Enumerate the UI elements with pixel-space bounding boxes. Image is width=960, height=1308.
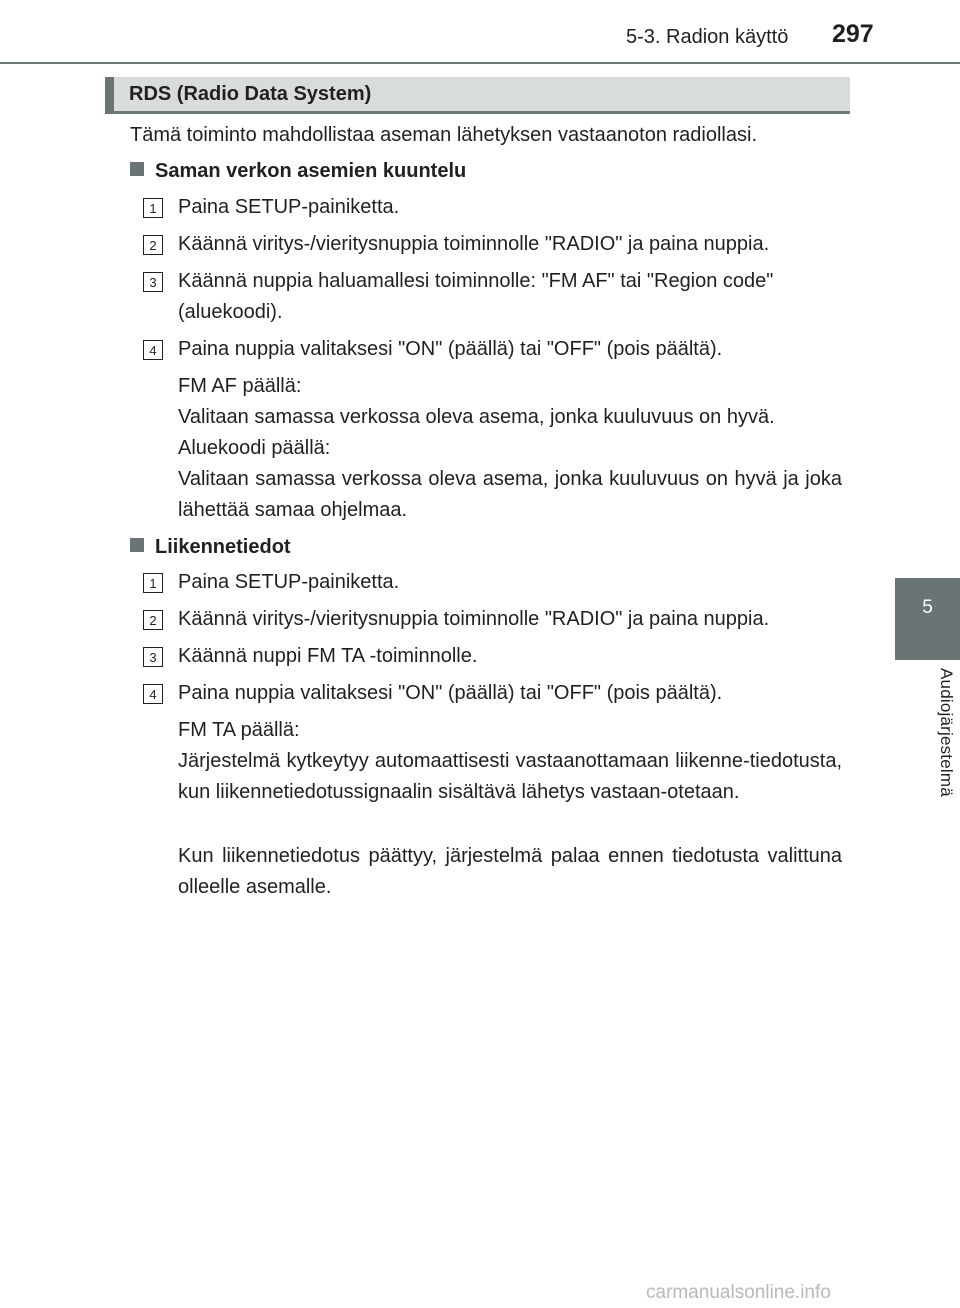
- note-fm-ta: [178, 715, 842, 808]
- intro-text: Tämä toiminto mahdollistaa aseman lähetyksen vastaanoton radiollasi.: [130, 124, 758, 146]
- step-text: Käännä nuppia haluamallesi toiminnolle: "FM AF" tai "Region code" (aluekoodi).: [178, 270, 774, 323]
- subheading-traffic-info: [130, 536, 291, 559]
- step-number: 2: [143, 610, 163, 630]
- note-body: Valitaan samassa verkossa oleva asema, jonka kuuluvuus on hyvä.: [178, 406, 775, 428]
- header-divider: [0, 62, 960, 64]
- step-number: 1: [143, 573, 163, 593]
- step-text: Paina SETUP-painiketta.: [178, 571, 400, 593]
- square-bullet-icon: [130, 538, 144, 552]
- header-section-title: 5-3. Radion käyttö: [626, 26, 789, 48]
- note-fm-af: [178, 371, 842, 433]
- subheading-same-network: [130, 160, 466, 183]
- step-number: 2: [143, 235, 163, 255]
- step-text: Käännä viritys-/vieritysnuppia toiminnolle "RADIO" ja paina nuppia.: [178, 608, 770, 630]
- note-region-code: [178, 433, 842, 526]
- note-title: FM TA päällä:: [178, 719, 300, 741]
- note-title: FM AF päällä:: [178, 375, 302, 397]
- step-number: 4: [143, 684, 163, 704]
- note-title: Aluekoodi päällä:: [178, 437, 331, 459]
- step-number: 4: [143, 340, 163, 360]
- step-text: Käännä nuppi FM TA -toiminnolle.: [178, 645, 478, 667]
- note-body: Kun liikennetiedotus päättyy, järjestelmä palaa ennen tiedotusta valittuna olleelle asemalle.: [178, 845, 842, 898]
- section-heading-accent: [105, 77, 114, 114]
- section-title: RDS (Radio Data System): [129, 83, 372, 105]
- chapter-tab: 5: [895, 578, 960, 660]
- step-number: 3: [143, 272, 163, 292]
- subheading-text: Saman verkon asemien kuuntelu: [155, 160, 467, 182]
- step-number: 3: [143, 647, 163, 667]
- note-body: Järjestelmä kytkeytyy automaattisesti vastaanottamaan liikenne-tiedotusta, kun liikennetiedotussignaalin sisältävä lähetys vastaan-otetaan.: [178, 750, 842, 803]
- chapter-label: Audiojärjestelmä: [937, 668, 956, 797]
- note-body: Valitaan samassa verkossa oleva asema, jonka kuuluvuus on hyvä ja joka lähettää samaa ohjelmaa.: [178, 468, 842, 521]
- note-traffic-end: [178, 841, 842, 903]
- step-text: Paina nuppia valitaksesi "ON" (päällä) tai "OFF" (pois päältä).: [178, 338, 723, 360]
- square-bullet-icon: [130, 162, 144, 176]
- page-number: 297: [832, 20, 874, 48]
- watermark-text: carmanualsonline.info: [646, 1282, 831, 1303]
- subheading-text: Liikennetiedot: [155, 536, 291, 558]
- step-number: 1: [143, 198, 163, 218]
- step-text: Käännä viritys-/vieritysnuppia toiminnolle "RADIO" ja paina nuppia.: [178, 233, 770, 255]
- step-text: Paina nuppia valitaksesi "ON" (päällä) tai "OFF" (pois päältä).: [178, 682, 723, 704]
- step-text: Paina SETUP-painiketta.: [178, 196, 400, 218]
- section-heading-bar: [105, 77, 850, 114]
